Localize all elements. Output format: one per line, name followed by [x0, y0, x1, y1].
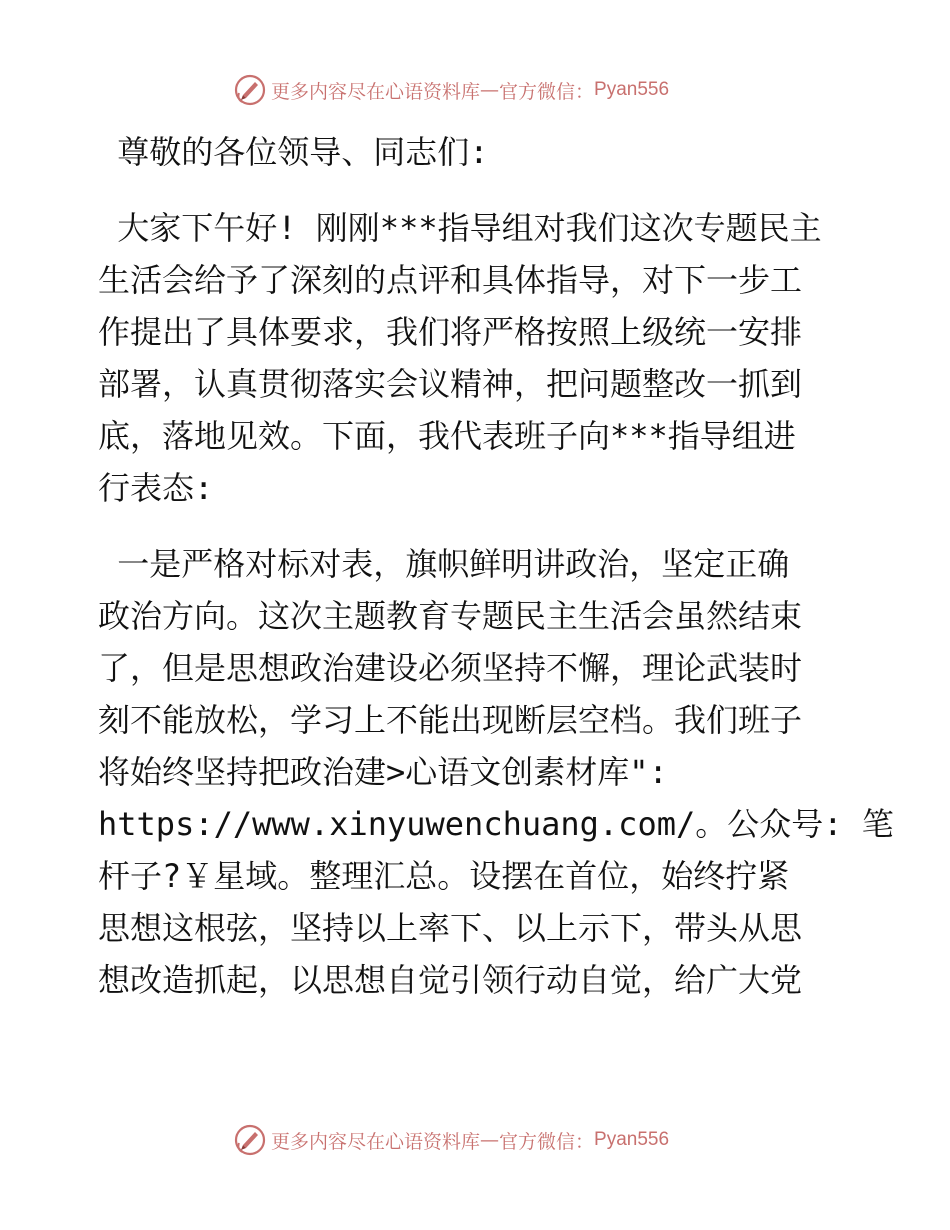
separator: — [480, 1129, 500, 1151]
paragraph-gap [98, 514, 858, 538]
header-watermark [233, 72, 733, 108]
separator: — [480, 79, 500, 101]
text-line: 思想这根弦，坚持以上率下、以上示下，带头从思 [98, 909, 803, 947]
paragraph-gap [98, 178, 858, 202]
text-line: 了，但是思想政治建设必须坚持不懈，理论武装时 [98, 649, 803, 687]
text-line: 将始终坚持把政治建>心语文创素材库": [98, 753, 668, 791]
salutation: 尊敬的各位领导、同志们: [98, 133, 489, 171]
site-name: 更多内容尽在心语资料库 [271, 1130, 481, 1153]
document-body [98, 126, 894, 1006]
text-line: 刻不能放松，学习上不能出现断层空档。我们班子 [98, 701, 803, 739]
paragraph-2 [98, 538, 894, 1006]
pen-logo-icon [233, 73, 267, 107]
text-line: 杆子?￥星域。整理汇总。设摆在首位，始终拧紧 [98, 857, 790, 895]
wechat-label: 官方微信： [499, 80, 595, 103]
text-line: 政治方向。这次主题教育专题民主生活会虽然结束 [98, 597, 803, 635]
text-line: https://www.xinyuwenchuang.com/。公众号: 笔 [98, 805, 894, 843]
pen-logo-icon [233, 1123, 267, 1157]
wechat-label: 官方微信： [499, 1130, 595, 1153]
paragraph-1 [98, 202, 858, 514]
text-line: 生活会给予了深刻的点评和具体指导，对下一步工 [98, 261, 803, 299]
text-line: 作提出了具体要求，我们将严格按照上级统一安排 [98, 313, 803, 351]
text-line: 大家下午好! 刚刚***指导组对我们这次专题民主 [98, 209, 822, 247]
wechat-id: Pyan556 [594, 79, 670, 100]
text-line: 部署，认真贯彻落实会议精神，把问题整改一抓到 [98, 365, 803, 403]
wechat-id: Pyan556 [594, 1129, 670, 1150]
text-line: 一是严格对标对表，旗帜鲜明讲政治，坚定正确 [98, 545, 790, 583]
text-line: 底，落地见效。下面，我代表班子向***指导组进 [98, 417, 796, 455]
site-name: 更多内容尽在心语资料库 [271, 80, 481, 103]
text-line: 想改造抓起，以思想自觉引领行动自觉，给广大党 [98, 961, 803, 999]
text-line: 行表态: [98, 469, 214, 507]
footer-watermark [233, 1122, 733, 1158]
